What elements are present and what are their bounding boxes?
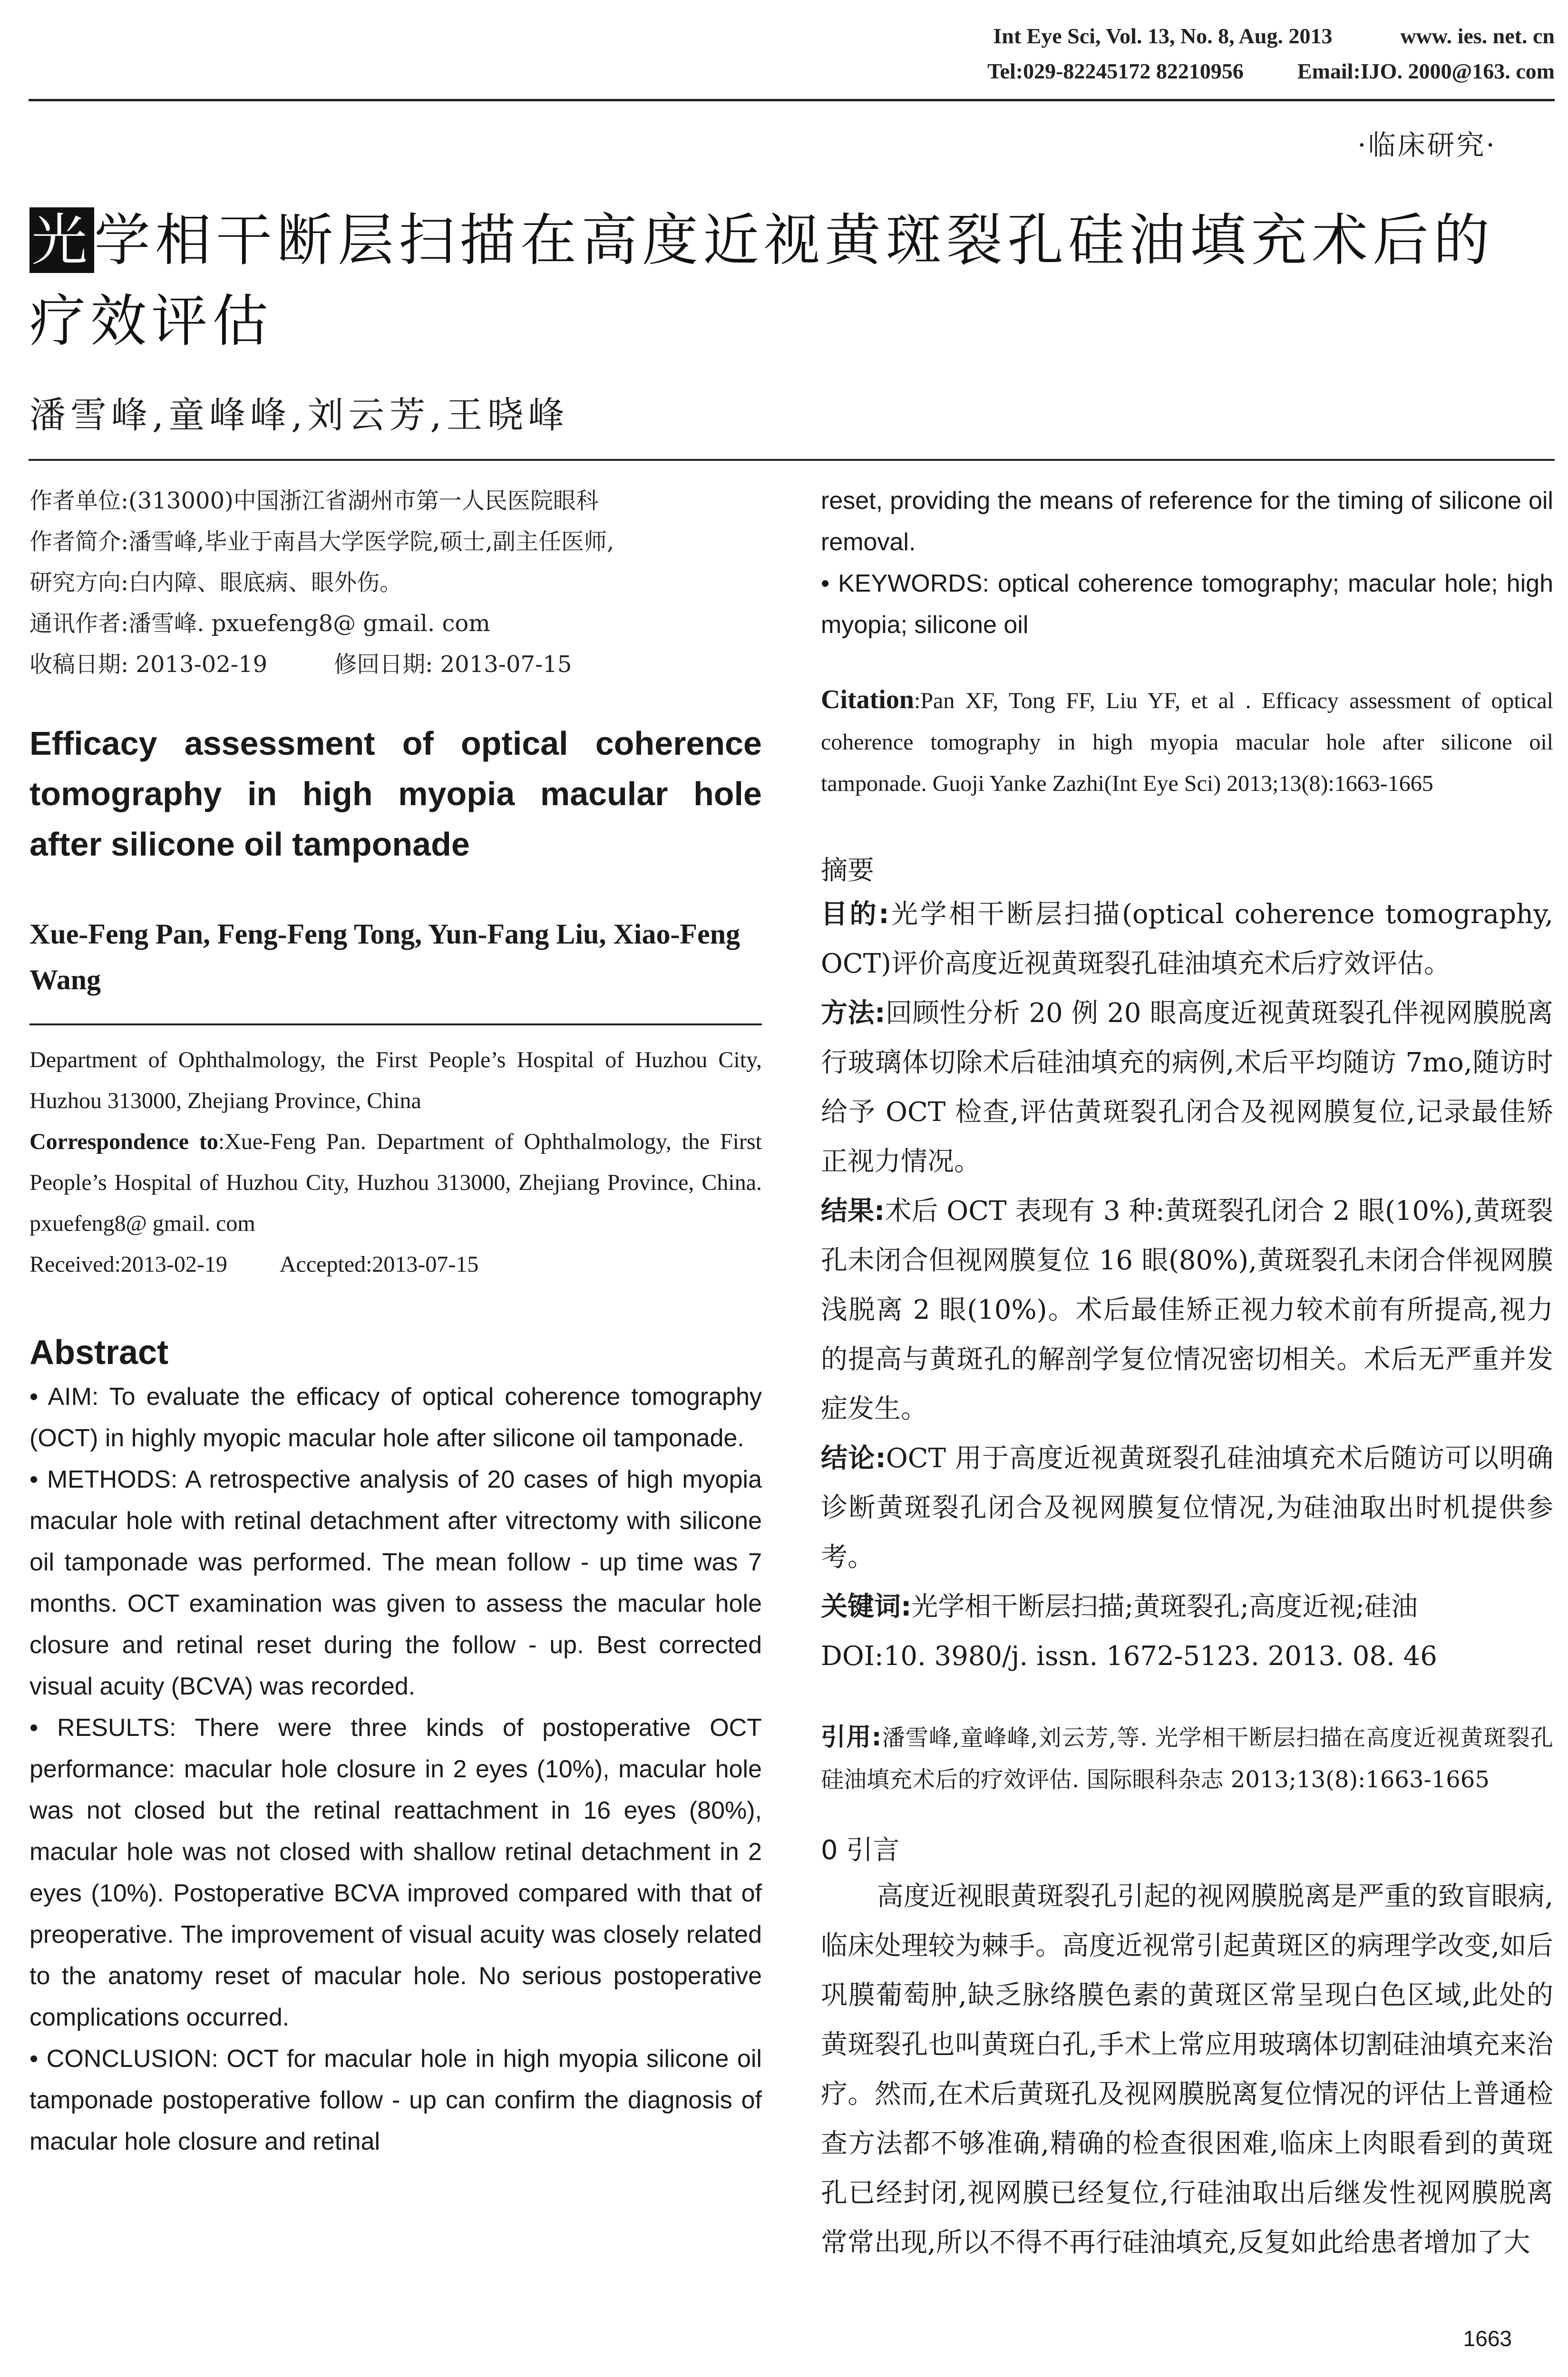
dates-line <box>29 644 762 685</box>
corresponding-author: 通讯作者:潘雪峰. pxuefeng8@ gmail. com <box>29 610 490 637</box>
accepted-en: Accepted:2013-07-15 <box>279 1252 479 1277</box>
cn-results-text: 术后 OCT 表现有 3 种:黄斑裂孔闭合 2 眼(10%),黄斑裂孔未闭合但视网膜复位 16 眼(80%),黄斑裂孔未闭合伴视网膜浅脱离 2 眼(10%)。术后最佳矫正视力较术前有所提高,视力的提高与黄斑孔的解剖学复位情况密切相关。术后无严重并发症发生。 <box>821 1196 1553 1424</box>
citation-cn-text: 潘雪峰,童峰峰,刘云芳,等. 光学相干断层扫描在高度近视黄斑裂孔硅油填充术后的疗效评估. 国际眼科杂志 2013;13(8):1663-1665 <box>821 1724 1554 1793</box>
doi[interactable]: DOI:10. 3980/j. issn. 1672-5123. 2013. 08. 46 <box>821 1641 1437 1672</box>
author-unit: 作者单位:(313000)中国浙江省湖州市第一人民医院眼科 <box>29 487 599 514</box>
affiliation-block <box>29 1040 762 1285</box>
abstract-keywords: • KEYWORDS: optical coherence tomography; macular hole; high myopia; silicone oil <box>821 570 1553 639</box>
cn-aim <box>821 890 1553 989</box>
authors-cn: 潘雪峰,童峰峰,刘云芳,王晓峰 <box>29 394 569 436</box>
citation-text: :Pan XF, Tong FF, Liu YF, et al . Efficacy assessment of optical coherence tomography in high myopia macular hole after silicone oil tamponade. Guoji Yanke Zazhi(Int Eye Sci) 2013;13(8):1663-1665 <box>821 688 1553 796</box>
abstract-conclusion-part2: reset, providing the means of reference for the timing of silicone oil removal. <box>821 487 1553 556</box>
revised-date: 修回日期: 2013-07-15 <box>334 651 572 678</box>
journal-header-line1 <box>993 22 1555 50</box>
cn-conclusion-text: OCT 用于高度近视黄斑裂孔硅油填充术后随访可以明确诊断黄斑裂孔闭合及视网膜复位情况,为硅油取出时机提供参考。 <box>821 1443 1553 1573</box>
citation-cn-label: 引用: <box>821 1723 882 1752</box>
abstract-results: • RESULTS: There were three kinds of postoperative OCT performance: macular hole closure in 2 eyes (10%), macular hole was not closed but the retinal reattachment in 16 eyes (80%), macular hole was not closed with shallow retinal detachment in 2 eyes (10%). Postoperative BCVA improved compared with that of preoperative. The improvement of visual acuity was closely related to the anatomy reset of macular hole. No serious postoperative complications occurred. <box>29 1714 762 2031</box>
title-divider <box>29 459 1555 461</box>
cn-results-label: 结果: <box>821 1196 885 1227</box>
received-en: Received:2013-02-19 <box>29 1252 227 1277</box>
abstract-heading: Abstract <box>29 1334 169 1372</box>
intro-body: 高度近视眼黄斑裂孔引起的视网膜脱离是严重的致盲眼病,临床处理较为棘手。高度近视常引起黄斑区的病理学改变,如后巩膜葡萄肿,缺乏脉络膜色素的黄斑区常呈现白色区域,此处的黄斑裂孔也叫黄斑白孔,手术上常应用玻璃体切割硅油填充来治疗。然而,在术后黄斑孔及视网膜脱离复位情况的评估上普通检查方法都不够准确,精确的检查很困难,临床上肉眼看到的黄斑孔已经封闭,视网膜已经复位,行硅油取出后继发性视网膜脱离常常出现,所以不得不再行硅油填充,反复如此给患者增加了大 <box>821 1881 1553 2258</box>
citation-en <box>821 679 1553 804</box>
cn-aim-text: 光学相干断层扫描(optical coherence tomography, OCT)评价高度近视黄斑裂孔硅油填充术后疗效评估。 <box>821 899 1553 979</box>
cn-methods-text: 回顾性分析 20 例 20 眼高度近视黄斑裂孔伴视网膜脱离行玻璃体切除术后硅油填充的病例,术后平均随访 7mo,随访时给予 OCT 检查,评估黄斑裂孔闭合及视网膜复位,记录最佳矫正视力情况。 <box>821 998 1553 1177</box>
cn-aim-label: 目的: <box>821 899 889 930</box>
journal-citation: Int Eye Sci, Vol. 13, No. 8, Aug. 2013 <box>993 24 1333 48</box>
authors-en: Xue-Feng Pan, Feng-Feng Tong, Yun-Fang Liu, Xiao-Feng Wang <box>29 918 740 995</box>
left-column <box>29 480 762 2163</box>
article-title-en: Efficacy assessment of optical coherence tomography in high myopia macular hole after silicone oil tamponade <box>29 725 762 863</box>
cn-keywords-label: 关键词: <box>821 1591 912 1622</box>
cn-conclusion <box>821 1434 1553 1582</box>
cn-methods <box>821 989 1553 1187</box>
section-tag: ·临床研究· <box>1357 129 1497 161</box>
cn-abstract-heading: 摘要 <box>821 855 874 886</box>
abstract-aim: • AIM: To evaluate the efficacy of optical coherence tomography (OCT) in highly myopic macular hole after silicone oil tamponade. <box>29 1383 762 1452</box>
cn-keywords <box>821 1582 1553 1632</box>
affiliation-dept: Department of Ophthalmology, the First People’s Hospital of Huzhou City, Huzhou 313000, Zhejiang Province, China <box>29 1047 762 1113</box>
abstract-methods: • METHODS: A retrospective analysis of 20 cases of high myopia macular hole with retinal detachment after vitrectomy with silicone oil tamponade was performed. The mean follow - up time was 7 months. OCT examination was given to assess the macular hole closure and retinal reset during the follow - up. Best corrected visual acuity (BCVA) was recorded. <box>29 1466 762 1700</box>
title-rest: 学相干断层扫描在高度近视黄斑裂孔硅油填充术后的疗效评估 <box>29 207 1495 354</box>
citation-cn <box>821 1716 1553 1801</box>
journal-website[interactable]: www. ies. net. cn <box>1400 24 1555 48</box>
abstract-conclusion-part1: • CONCLUSION: OCT for macular hole in high myopia silicone oil tamponade postoperative follow - up can confirm the diagnosis of macular hole closure and retinal <box>29 2045 762 2155</box>
cn-conclusion-label: 结论: <box>821 1443 886 1474</box>
right-column <box>821 480 1553 2268</box>
author-bio-1: 作者简介:潘雪峰,毕业于南昌大学医学院,硕士,副主任医师, <box>29 528 614 555</box>
intro-heading: 0 引言 <box>821 1835 900 1866</box>
received-date: 收稿日期: 2013-02-19 <box>29 651 268 678</box>
cn-results <box>821 1187 1553 1434</box>
page-number: 1663 <box>1463 2326 1512 2351</box>
journal-tel: Tel:029-82245172 82210956 <box>987 59 1244 83</box>
author-bio-2: 研究方向:白内障、眼底病、眼外伤。 <box>29 569 403 596</box>
title-initial: 光 <box>29 207 94 273</box>
journal-header-line2 <box>987 57 1555 86</box>
journal-email[interactable]: Email:IJO. 2000@163. com <box>1297 59 1555 83</box>
citation-label: Citation <box>821 685 914 714</box>
article-title-cn <box>29 200 1537 361</box>
affiliation-divider <box>29 1023 762 1025</box>
correspondence-label: Correspondence to <box>29 1129 218 1154</box>
cn-methods-label: 方法: <box>821 998 886 1029</box>
correspondence-text: :Xue-Feng Pan. Department of Ophthalmology, the First People’s Hospital of Huzhou City, Huzhou 313000, Zhejiang Province, China. pxuefeng8@ gmail. com <box>29 1129 762 1236</box>
cn-keywords-text: 光学相干断层扫描;黄斑裂孔;高度近视;硅油 <box>911 1591 1418 1622</box>
header-divider <box>29 99 1555 101</box>
